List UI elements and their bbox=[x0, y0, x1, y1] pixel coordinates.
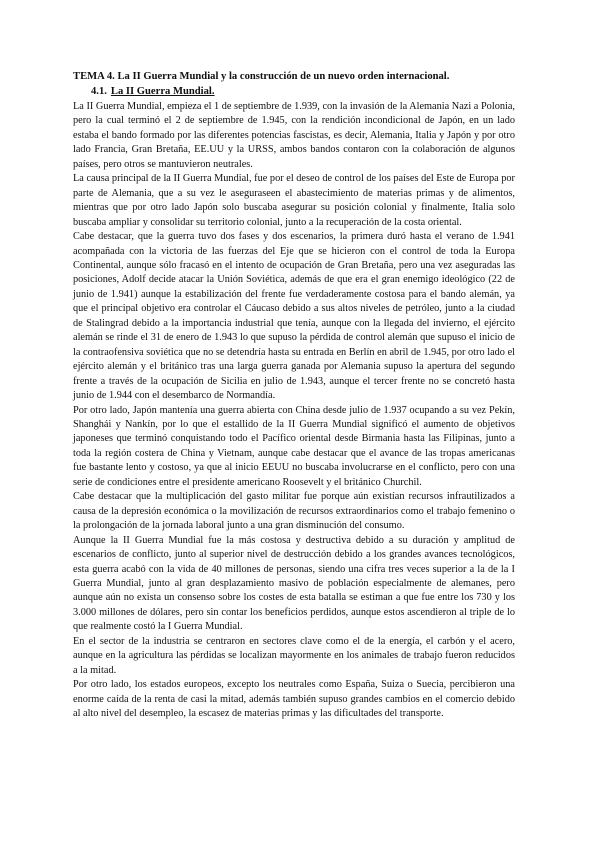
paragraph-8: Por otro lado, los estados europeos, excepto los neutrales como España, Suiza o Suecia, percibieron una enorme caída de la renta de casi la mitad, además también supuso grandes cambios en el comercio debido al alto nivel del desempleo, la escasez de materias primas y las dificultades del transporte. bbox=[73, 679, 515, 720]
paragraph-4: Por otro lado, Japón mantenía una guerra abierta con China desde julio de 1.937 ocupando a su vez Pekín, Shanghái y Nankín, por lo que el estallido de la II Guerra Mundial significó el aumento de objetivos japoneses que terminó conquistando todo el Pacífico oriental desde Birmania hasta las Filipinas, junto a toda la región costera de China y Vietnam, aunque cabe destacar que el avance de las tropas americanas fue bastante lento y costoso, ya que al inicio EEUU no buscaba involucrarse en el conflicto, pero con una serie de condiciones entre el presidente americano Roosevelt y el británico Churchil. bbox=[73, 404, 515, 488]
paragraph-2: La causa principal de la II Guerra Mundial, fue por el deseo de control de los países del Este de Europa por parte de Alemania, que a su vez le aseguraseen el abastecimiento de materias primas y de alimentos, mientras que por otro lado Japón solo buscaba asegurar su posición colonial y finalmente, Italia solo buscaba ampliar y consolidar su territorio colonial, junto a la recuperación de la costa oriental. bbox=[73, 173, 515, 228]
paragraph-5: Cabe destacar que la multiplicación del gasto militar fue porque aún existían recursos infrautilizados a causa de la depresión económica o la movilización de recursos extraordinarios como el trabajo femenino o la prolongación de la jornada laboral junto a una gran disminución del consumo. bbox=[73, 491, 515, 532]
document-page bbox=[73, 70, 515, 721]
section-heading bbox=[91, 85, 515, 99]
section-number: 4.1. bbox=[91, 86, 107, 97]
paragraph-3: Cabe destacar, que la guerra tuvo dos fases y dos escenarios, la primera duró hasta el verano de 1.941 acompañada con la victoria de las fuerzas del Eje que se hicieron con el control de toda la Europa Continental, aunque sólo fracasó en el intento de ocupación de Gran Bretaña, pero una vez aseguradas las posiciones, Adolf decide atacar la Unión Soviética, además de que era el gran enemigo ideológico (22 de junio de 1.941) aunque la estabilización del frente fue verdaderamente costosa para el bando alemán, ya que el principal objetivo era controlar el Cáucaso debido a sus altos niveles de petróleo, junto a la ciudad de Stalingrad debido a la importancia industrial que tenía, aunque con la llegada del invierno, el ejército alemán se rinde el 31 de enero de 1.943 lo que supuso la pérdida de control alemán que supuso el inicio de la contraofensiva soviética que no se detendría hasta su entrada en Berlín en abril de 1.945, por otro lado el ejército alemán y el británico tras una larga guerra ganada por Alemania supuso la apertura del segundo frente a través de la ocupación de Sicilia en julio de 1.943, aunque el tercer frente no se concretó hasta junio de 1.944 con el desembarco de Normandía. bbox=[73, 231, 515, 402]
paragraph-6: Aunque la II Guerra Mundial fue la más costosa y destructiva debido a su duración y amplitud de escenarios de conflicto, junto al superior nivel de destrucción debido a los grandes avances tecnológicos, esta guerra acabó con la vida de 40 millones de personas, siendo una cifra tres veces superior a la de la I Guerra Mundial, junto al gran desplazamiento masivo de población especialmente de alemanes, pero aunque aún no exista un consenso sobre los costes de esta batalla se estiman a que fue entre los 730 y los 3.000 millones de dólares, pero sin contar los beneficios perdidos, aunque estos ascendieron al triple de lo que realmente costó la I Guerra Mundial. bbox=[73, 534, 515, 633]
document-title: TEMA 4. La II Guerra Mundial y la construcción de un nuevo orden internacional. bbox=[73, 71, 450, 82]
paragraph-7: En el sector de la industria se centraron en sectores clave como el de la energía, el carbón y el acero, aunque en la agricultura las pérdidas se localizan mayormente en los animales de trabajo fueron reducidos a la mitad. bbox=[73, 635, 515, 676]
paragraph-1: La II Guerra Mundial, empieza el 1 de septiembre de 1.939, con la invasión de la Alemania Nazi a Polonia, pero la cual terminó el 2 de septiembre de 1.945, con la rendición incondicional de Japón, en un lado estaba el bando formado por las diferentes potencias fascistas, es decir, Alemania, Italia y Japón y por otro lado Francia, Gran Bretaña, EE.UU y la URSS, ambos bandos contaron con la colaboración de algunos países, pero otros se mantuvieron neutrales. bbox=[73, 101, 515, 170]
section-title: La II Guerra Mundial. bbox=[110, 86, 215, 97]
